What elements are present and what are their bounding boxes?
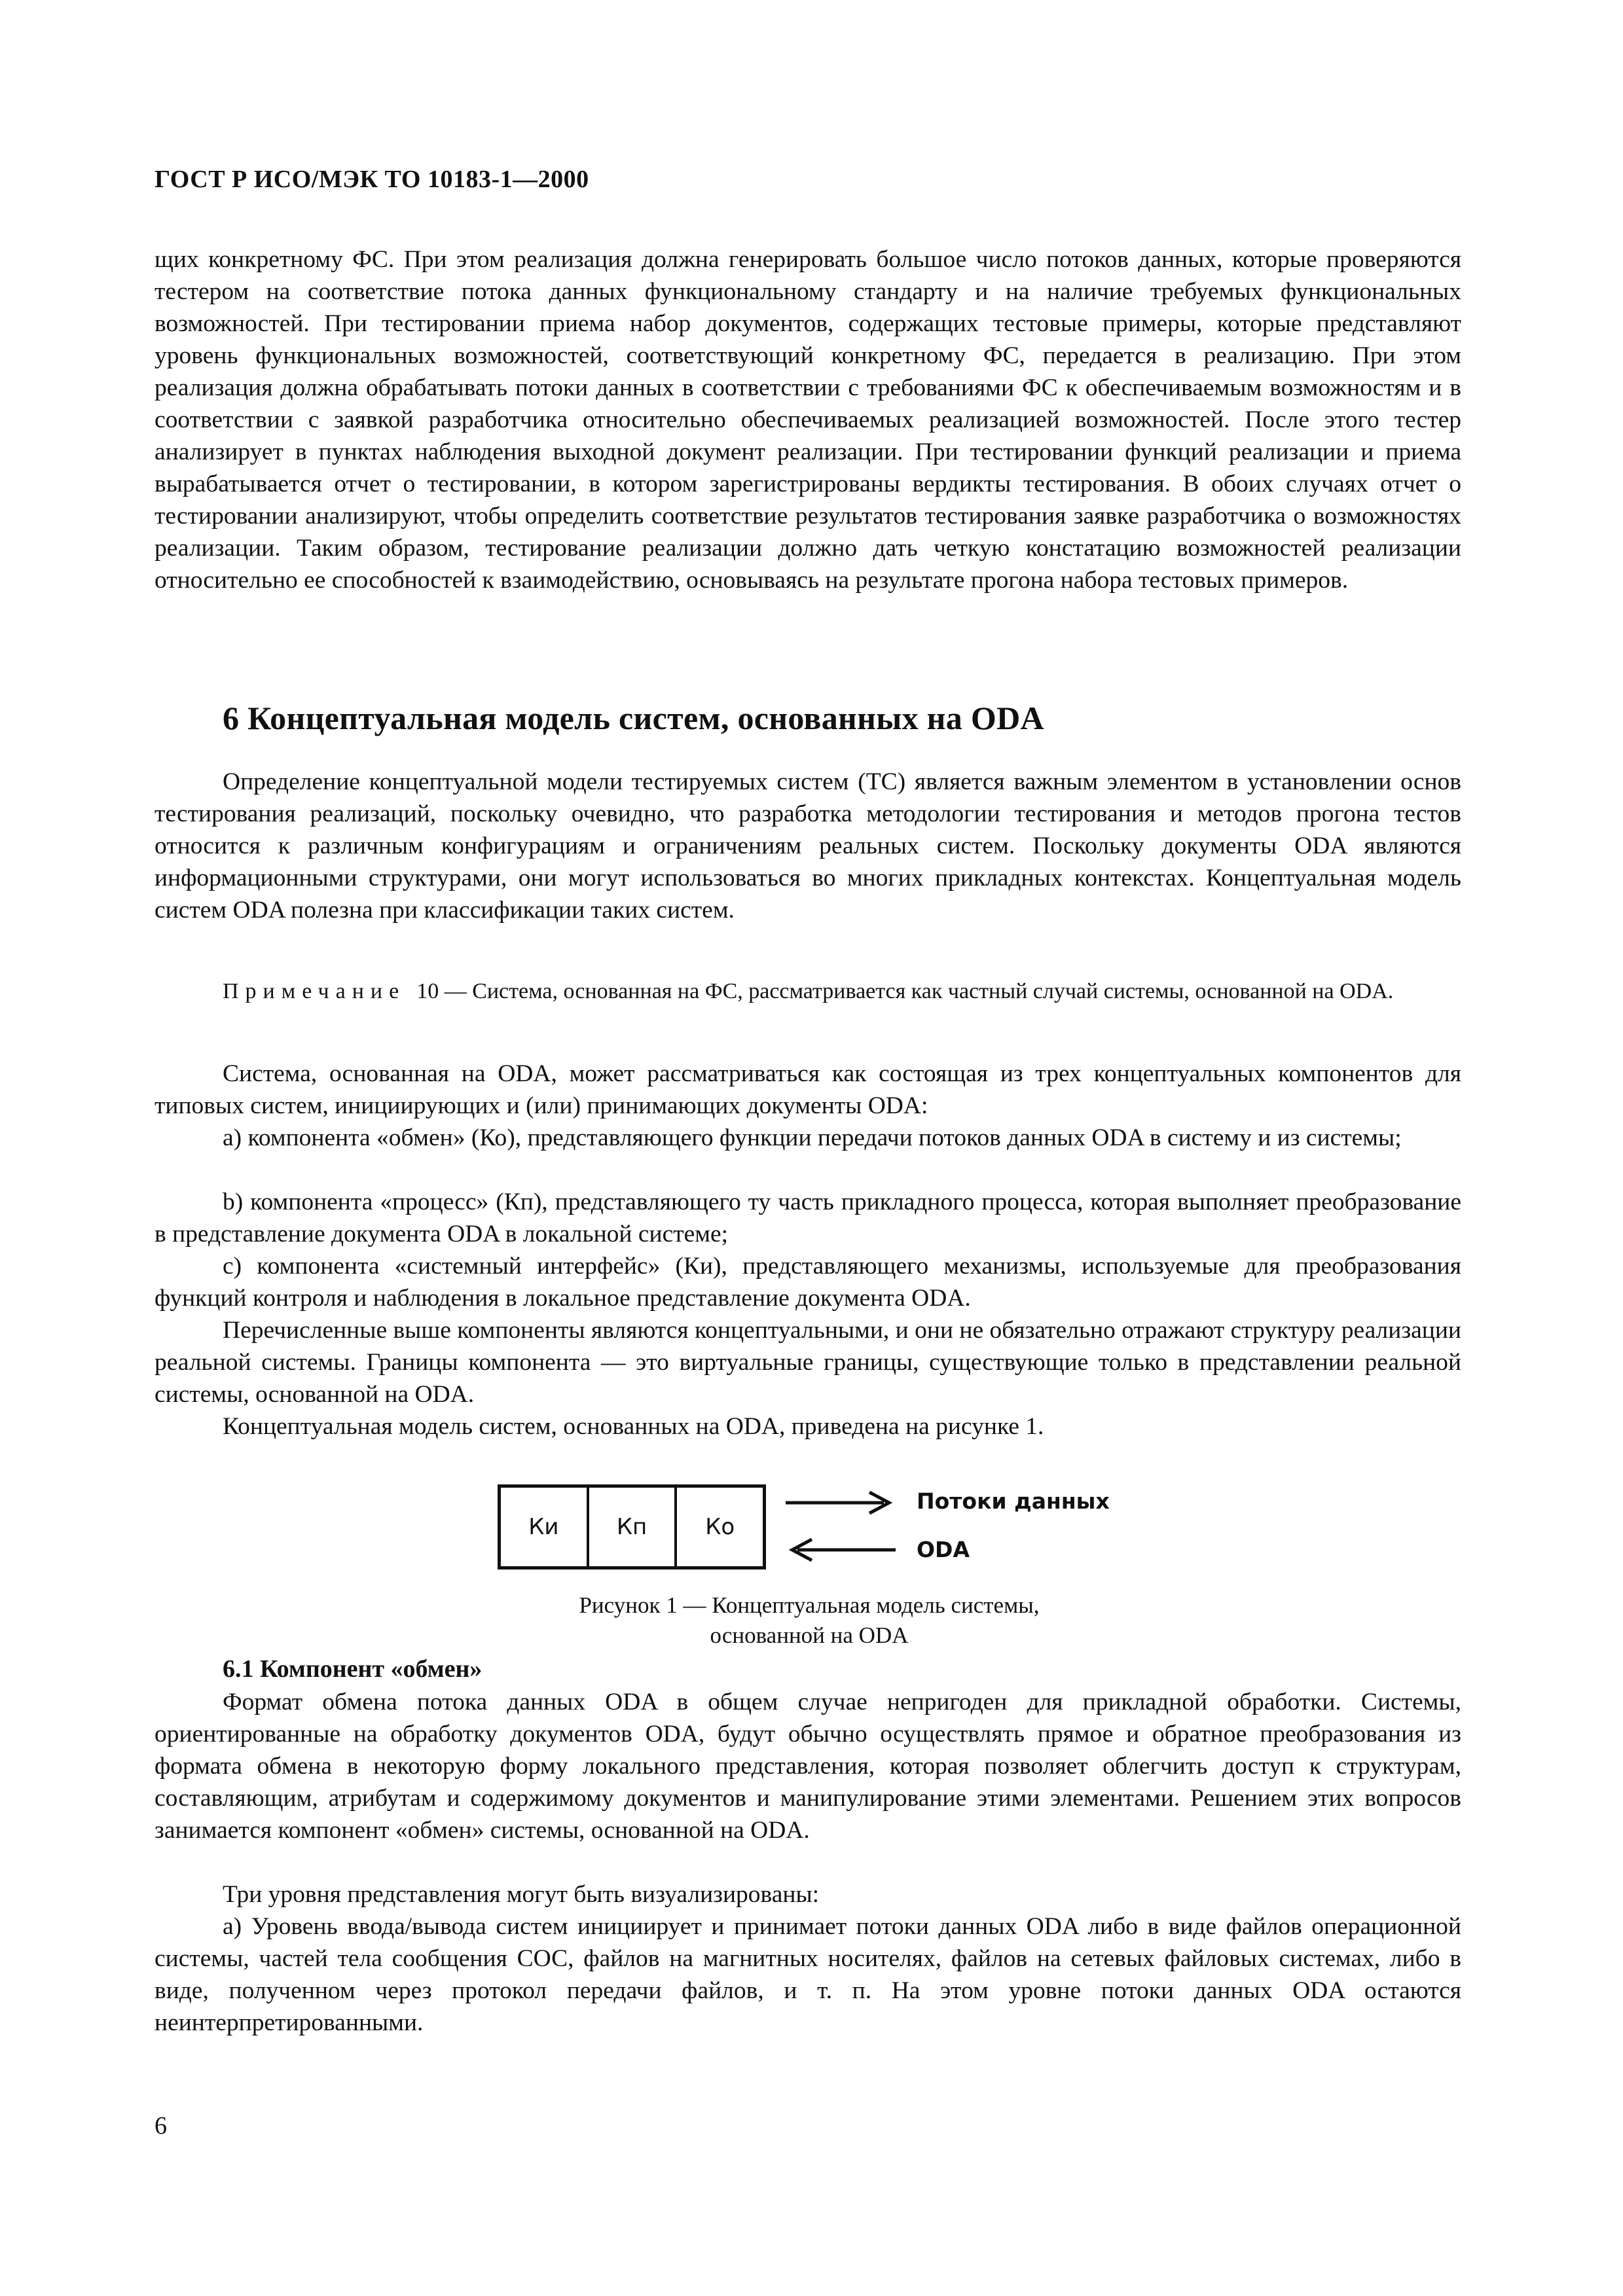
paragraph-figure-reference: Концептуальная модель систем, основанных на ODA, приведена на рисунке 1.: [223, 1413, 1044, 1440]
figure-1: [498, 1484, 1152, 1583]
note: [155, 977, 1461, 1006]
arrow-left-icon: [792, 1539, 896, 1560]
list-item-exchange: а) компонента «обмен» (Ко), представляющего функции передачи потоков данных ODA в систему и из системы;: [223, 1124, 1402, 1151]
caption-line-1: Рисунок 1 — Концептуальная модель системы,: [579, 1592, 1040, 1618]
note-text: 10 — Система, основанная на ФС, рассматривается как частный случай системы, основанной на ODA.: [416, 979, 1394, 1003]
paragraph-exchange-format: Формат обмена потока данных ODA в общем случае непригоден для прикладной обработки. Системы, ориентированные на обработку документов ODA, будут обычно осуществлять прямое и обратное преобразования из формата обмена в некоторую форму локального представления, которая позволяет облегчить доступ к структурам, составляющим, атрибутам и содержимому документов и манипулирование этими элементами. Решением этих вопросов занимается компонент «обмен» системы, основанной на ODA.: [155, 1689, 1461, 1844]
figure-caption: [155, 1590, 1464, 1651]
list-item-interface: c) компонента «системный интерфейс» (Ки), представляющего механизмы, используемые для преобразования функций контроля и наблюдения в локальное представление документа ODA.: [155, 1253, 1461, 1312]
figure-label-data-streams: Потоки данных: [917, 1488, 1110, 1514]
paragraph-section-intro: Определение концептуальной модели тестируемых систем (ТС) является важным элементом в установлении основ тестирования реализаций, поскольку очевидно, что разработка методологии тестирования и методов прогона тестов относится к различным конфигурациям и ограничениям реальных систем. Поскольку документы ODA являются информационными структурами, они могут использоваться во многих прикладных контекстах. Концептуальная модель систем ODA полезна при классификации таких систем.: [155, 768, 1461, 924]
paragraph-virtual-boundaries: Перечисленные выше компоненты являются концептуальными, и они не обязательно отражают структуру реализации реальной системы. Границы компонента — это виртуальные границы, существующие только в представлении реальной системы, основанной на ODA.: [155, 1317, 1461, 1408]
figure-label-oda: ODA: [917, 1537, 970, 1562]
box-ki: Ки: [501, 1488, 589, 1566]
paragraph-levels-intro: Три уровня представления могут быть визуализированы:: [223, 1881, 820, 1908]
box-ko: Ко: [705, 1514, 735, 1540]
box-kp: Кп: [589, 1488, 678, 1566]
note-label: Примечание: [223, 979, 406, 1003]
component-boxes: [498, 1484, 766, 1570]
page-number: 6: [155, 2112, 167, 2140]
document-header: ГОСТ Р ИСО/МЭК ТО 10183-1—2000: [155, 166, 589, 193]
list-item-io-level: а) Уровень ввода/вывода систем инициирует и принимает потоки данных ODA либо в виде файлов операционной системы, частей тела сообщения СОС, файлов на магнитных носителях, файлов на сетевых файловых системах, либо в виде, полученном через протокол передачи файлов, и т. п. На этом уровне потоки данных ODA остаются неинтерпретированными.: [155, 1913, 1461, 2036]
caption-line-2: основанной на ODA: [710, 1623, 909, 1648]
data-flow-arrows: [786, 1484, 903, 1570]
arrow-right-icon: [786, 1492, 889, 1513]
subsection-title: 6.1 Компонент «обмен»: [223, 1655, 483, 1683]
section-title: 6 Концептуальная модель систем, основанных на ODA: [223, 700, 1044, 736]
paragraph-components-intro: Система, основанная на ODA, может рассматриваться как состоящая из трех концептуальных компонентов для типовых систем, инициирующих и (или) принимающих документы ODA:: [155, 1060, 1461, 1119]
paragraph-continuation: щих конкретному ФС. При этом реализация должна генерировать большое число потоков данных, которые проверяются тестером на соответствие потока данных функциональному стандарту и на наличие требуемых функциональных возможностей. При тестировании приема набор документов, содержащих тестовые примеры, которые представляют уровень функциональных возможностей, соответствующий конкретному ФС, передается в реализацию. При этом реализация должна обрабатывать потоки данных в соответствии с требованиями ФС к обеспечиваемым возможностям и в соответствии с заявкой разработчика относительно обеспечиваемых реализацией возможностей. После этого тестер анализирует в пунктах наблюдения выходной документ реализации. При тестировании функций реализации и приема вырабатывается отчет о тестировании, в котором зарегистрированы вердикты тестирования. В обоих случаях отчет о тестировании анализируют, чтобы определить соответствие результатов тестирования заявке разработчика о возможностях реализации. Таким образом, тестирование реализации должно дать четкую констатацию возможностей реализации относительно ее способностей к взаимодействию, основываясь на результате прогона набора тестовых примеров.: [155, 246, 1461, 594]
list-item-process: b) компонента «процесс» (Кп), представляющего ту часть прикладного процесса, которая выполняет преобразование в представление документа ODA в локальной системе;: [155, 1189, 1461, 1247]
